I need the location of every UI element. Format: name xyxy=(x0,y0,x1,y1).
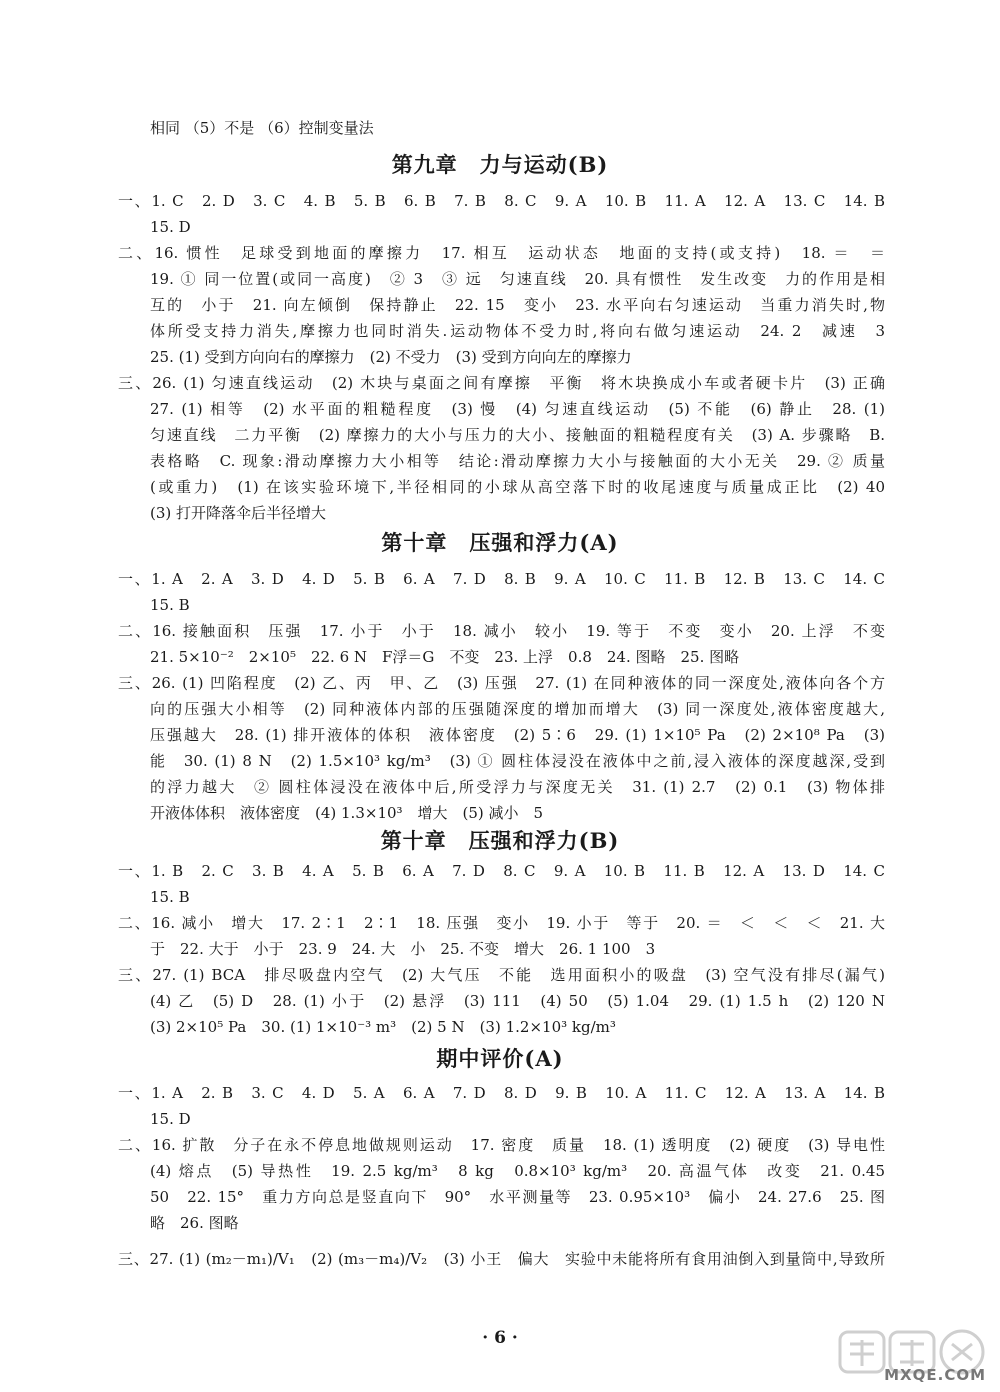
text-line: 一、1. C 2. D 3. C 4. B 5. B 6. B 7. B 8. C 9. A 10. B 11. A 12. A 13. C 14. B xyxy=(118,192,885,210)
watermark-text: MXQE.COM xyxy=(884,1366,986,1384)
text-line: 27. (1) 相等 (2) 水平面的粗糙程度 (3) 慢 (4) 匀速直线运动 (5) 不能 (6) 静止 28. (1) xyxy=(150,400,885,418)
text-line: 一、1. A 2. A 3. D 4. D 5. B 6. A 7. D 8. B 9. A 10. C 11. B 12. B 13. C 14. C xyxy=(118,570,885,588)
text-line: (4) 乙 (5) D 28. (1) 小于 (2) 悬浮 (3) 111 (4) 50 (5) 1.04 29. (1) 1.5 h (2) 120 N xyxy=(150,992,885,1010)
text-line: 二、16. 惯性 足球受到地面的摩擦力 17. 相互 运动状态 地面的支持(或支持) 18. ＝ ＝ xyxy=(118,244,885,262)
text-line: 三、26. (1) 匀速直线运动 (2) 木块与桌面之间有摩擦 平衡 将木块换成小车或者硬卡片 (3) 正确 xyxy=(118,374,885,392)
text-line: 21. 5×10⁻² 2×10⁵ 22. 6 N F浮＝G 不变 23. 上浮 0.8 24. 图略 25. 图略 xyxy=(150,648,740,666)
text-line: 15. B xyxy=(150,596,190,614)
chapter-heading: 第十章 压强和浮力(A) xyxy=(381,530,619,555)
text-line: 15. B xyxy=(150,888,190,906)
text-line: 体所受支持力消失,摩擦力也同时消失.运动物体不受力时,将向右做匀速运动 24. 2 减速 3 xyxy=(150,322,885,340)
text-line: 25. (1) 受到方向向右的摩擦力 (2) 不受力 (3) 受到方向向左的摩擦力 xyxy=(150,348,632,366)
text-line: 一、1. B 2. C 3. B 4. A 5. B 6. A 7. D 8. C 9. A 10. B 11. B 12. A 13. D 14. C xyxy=(118,862,885,880)
text-line: 匀速直线 二力平衡 (2) 摩擦力的大小与压力的大小、接触面的粗糙程度有关 (3) A. 步骤略 B. xyxy=(150,426,885,444)
text-line: 50 22. 15° 重力方向总是竖直向下 90° 水平测量等 23. 0.95×10³ 偏小 24. 27.6 25. 图 xyxy=(150,1188,885,1206)
chapter-heading: 第九章 力与运动(B) xyxy=(391,152,609,177)
text-line: (3) 打开降落伞后半径增大 xyxy=(150,504,327,522)
text-line: 向的压强大小相等 (2) 同种液体内部的压强随深度的增加而增大 (3) 同一深度处,液体密度越大, xyxy=(150,700,885,718)
text-line: (3) 2×10⁵ Pa 30. (1) 1×10⁻³ m³ (2) 5 N (3) 1.2×10³ kg/m³ xyxy=(150,1018,616,1036)
text-line: 二、16. 接触面积 压强 17. 小于 小于 18. 减小 较小 19. 等于 不变 变小 20. 上浮 不变 xyxy=(118,622,885,640)
text-line: 开液体体积 液体密度 (4) 1.3×10³ 增大 (5) 减小 5 xyxy=(150,804,544,822)
text-line: 的浮力越大 ② 圆柱体浸没在液体中后,所受浮力与深度无关 31. (1) 2.7 (2) 0.1 (3) 物体排 xyxy=(150,778,885,796)
chapter-heading: 第十章 压强和浮力(B) xyxy=(380,828,620,853)
text-line: 三、27. (1) BCA 排尽吸盘内空气 (2) 大气压 不能 选用面积小的吸盘 (3) 空气没有排尽(漏气) xyxy=(118,966,885,984)
text-line: 于 22. 大于 小于 23. 9 24. 大 小 25. 不变 增大 26. 1 100 3 xyxy=(150,940,656,958)
chapter-heading: 期中评价(A) xyxy=(436,1046,564,1071)
text-line: 15. D xyxy=(150,218,191,236)
text-line: (4) 熔点 (5) 导热性 19. 2.5 kg/m³ 8 kg 0.8×10³ kg/m³ 20. 高温气体 改变 21. 0.45 xyxy=(150,1162,885,1180)
text-line: 19. ① 同一位置(或同一高度) ② 3 ③ 远 匀速直线 20. 具有惯性 发生改变 力的作用是相 xyxy=(150,270,885,288)
text-line: 能 30. (1) 8 N (2) 1.5×10³ kg/m³ (3) ① 圆柱体浸没在液体中之前,浸入液体的深度越深,受到 xyxy=(150,752,885,770)
text-line: 压强越大 28. (1) 排开液体的体积 液体密度 (2) 5∶6 29. (1) 1×10⁵ Pa (2) 2×10⁸ Pa (3) xyxy=(150,726,885,744)
text-line: 表格略 C. 现象:滑动摩擦力大小相等 结论:滑动摩擦力大小与接触面的大小无关 29. ② 质量 xyxy=(150,452,885,470)
text-line: 二、16. 减小 增大 17. 2∶1 2∶1 18. 压强 变小 19. 小于 等于 20. ＝ ＜ ＜ ＜ 21. 大 xyxy=(118,914,885,932)
text-line: 三、26. (1) 凹陷程度 (2) 乙、丙 甲、乙 (3) 压强 27. (1) 在同种液体的同一深度处,液体向各个方 xyxy=(118,674,885,692)
text-line: 一、1. A 2. B 3. C 4. D 5. A 6. A 7. D 8. D 9. B 10. A 11. C 12. A 13. A 14. B xyxy=(118,1084,885,1102)
text-line: 三、27. (1) (m₂－m₁)/V₁ (2) (m₃－m₄)/V₂ (3) 小王 偏大 实验中未能将所有食用油倒入到量筒中,导致所 xyxy=(118,1250,885,1268)
text-line: 15. D xyxy=(150,1110,191,1128)
page-number: · 6 · xyxy=(482,1328,518,1348)
text-line: 略 26. 图略 xyxy=(150,1214,239,1232)
text-line: 相同 （5）不是 （6）控制变量法 xyxy=(150,119,374,137)
text-line: 互的 小于 21. 向左倾倒 保持静止 22. 15 变小 23. 水平向右匀速运动 当重力消失时,物 xyxy=(150,296,885,314)
text-line: 二、16. 扩散 分子在永不停息地做规则运动 17. 密度 质量 18. (1) 透明度 (2) 硬度 (3) 导电性 xyxy=(118,1136,885,1154)
text-line: (或重力) (1) 在该实验环境下,半径相同的小球从高空落下时的收尾速度与质量成正比 (2) 40 xyxy=(150,478,885,496)
